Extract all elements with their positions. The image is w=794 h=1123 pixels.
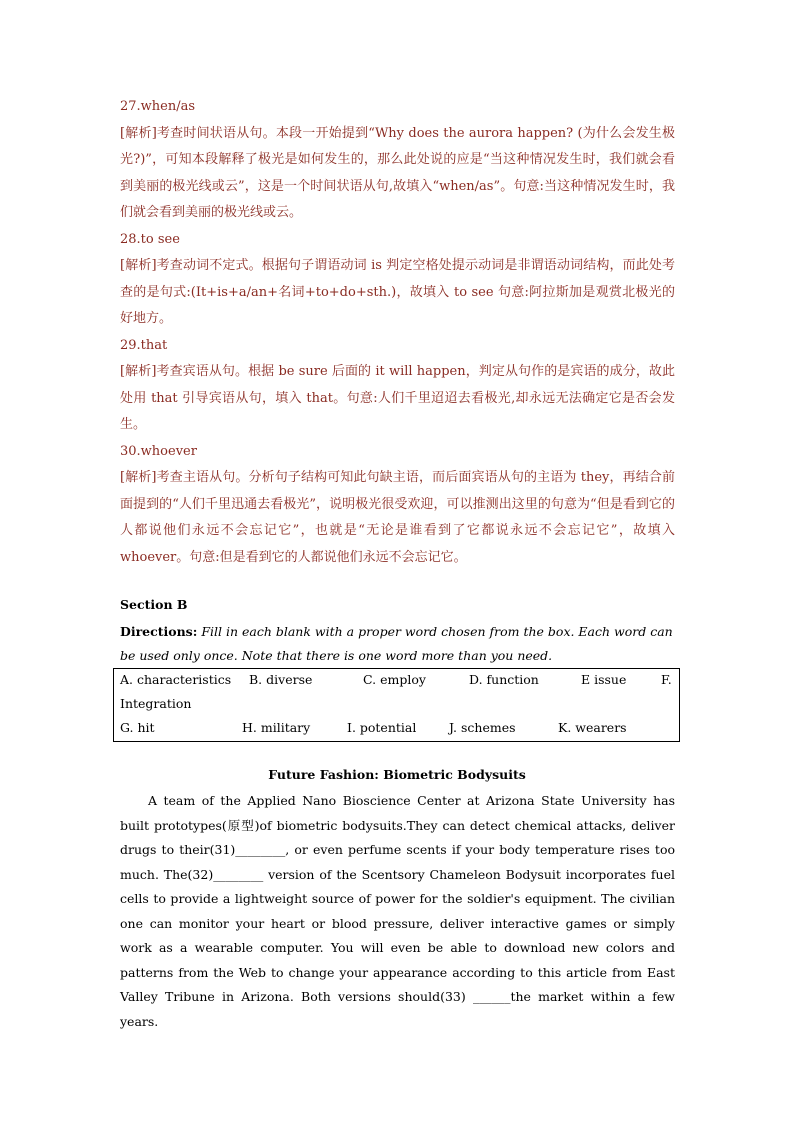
section-title: Section B [120, 597, 188, 612]
answer-27-number: 27.when/as [120, 99, 196, 114]
word-option-f: F. [661, 672, 672, 687]
word-option-h: H. military [242, 720, 311, 735]
article-body: A team of the Applied Nano Bioscience Center at Arizona State University has built prototypes(原型)of biometric bodysuits.They can detect chemical attacks, deliver drugs to their(31)________, or even perfume scents if your body temperature rises too much. The(32)________ version of the Scentsory Chameleon Bodysuit incorporates fuel cells to provide a lightweight source of power for the soldier's equipment. The civilian one can monitor your heart or blood pressure, deliver interactive games or simply work as a wearable computer. You will even be able to download new colors and patterns from the Web to change your appearance according to this article from East Valley Tribune in Arizona. Both versions should(33) ______the market within a few years. [120, 793, 675, 1029]
answer-30-number: 30.whoever [120, 443, 197, 459]
article-title: Future Fashion: Biometric Bodysuits [268, 767, 526, 782]
answer-29-explanation: [解析]考查宾语从句。根据 be sure 后面的 it will happen，判定从句作的是宾语的成分，故此处用 that 引导宾语从句，填入 that。句意:人们千里迢迢去看极光,却永远无法确定它是否会发生。 [120, 364, 675, 432]
word-option-b: B. diverse [249, 672, 313, 687]
word-option-f-continued: Integration [120, 696, 192, 711]
directions [120, 620, 676, 668]
word-option-a: A. characteristics [120, 672, 232, 687]
word-option-g: G. hit [120, 720, 155, 735]
word-option-k: K. wearers [558, 720, 627, 735]
answer-29-number: 29.that [120, 337, 168, 353]
word-option-j: J. schemes [449, 720, 516, 735]
word-option-c: C. employ [363, 672, 426, 687]
answer-30-explanation: [解析]考查主语从句。分析句子结构可知此句缺主语，而后面宾语从句的主语为 they，再结合前面提到的“人们千里迅通去看极光”，说明极光很受欢迎，可以推测出这里的句意为“但是看到它的人都说他们永远不会忘记它”，也就是“无论是谁看到了它都说永远不会忘记它”，故填入 whoever。句意:但是看到它的人都说他们永远不会忘记它。 [120, 470, 675, 565]
directions-label: Directions: [120, 624, 198, 639]
answer-28-number: 28.to see [120, 231, 180, 247]
answer-27-explanation: [解析]考查时间状语从句。本段一开始提到“Why does the aurora happen? (为什么会发生极光?)”，可知本段解释了极光是如何发生的，那么此处说的应是“当这种情况发生时，我们就会看到美丽的极光线或云”，这是一个时间状语从句,故填入“when/as”。句意:当这种情况发生时，我们就会看到美丽的极光线或云。 [120, 125, 675, 220]
answer-explanations [120, 94, 675, 571]
word-box [113, 668, 680, 742]
word-option-e: E issue [581, 672, 627, 687]
word-option-d: D. function [469, 672, 539, 687]
answer-28-explanation: [解析]考查动词不定式。根据句子谓语动词 is 判定空格处提示动词是非谓语动词结构，而此处考查的是句式:(It+is+a/an+名词+to+do+sth.)，故填入 to see 句意:阿拉斯加是观赏北极光的好地方。 [120, 258, 675, 326]
directions-text: Fill in each blank with a proper word chosen from the box. Each word can be used only once. Note that there is one word more than you need. [120, 624, 673, 663]
word-option-i: I. potential [347, 720, 417, 735]
